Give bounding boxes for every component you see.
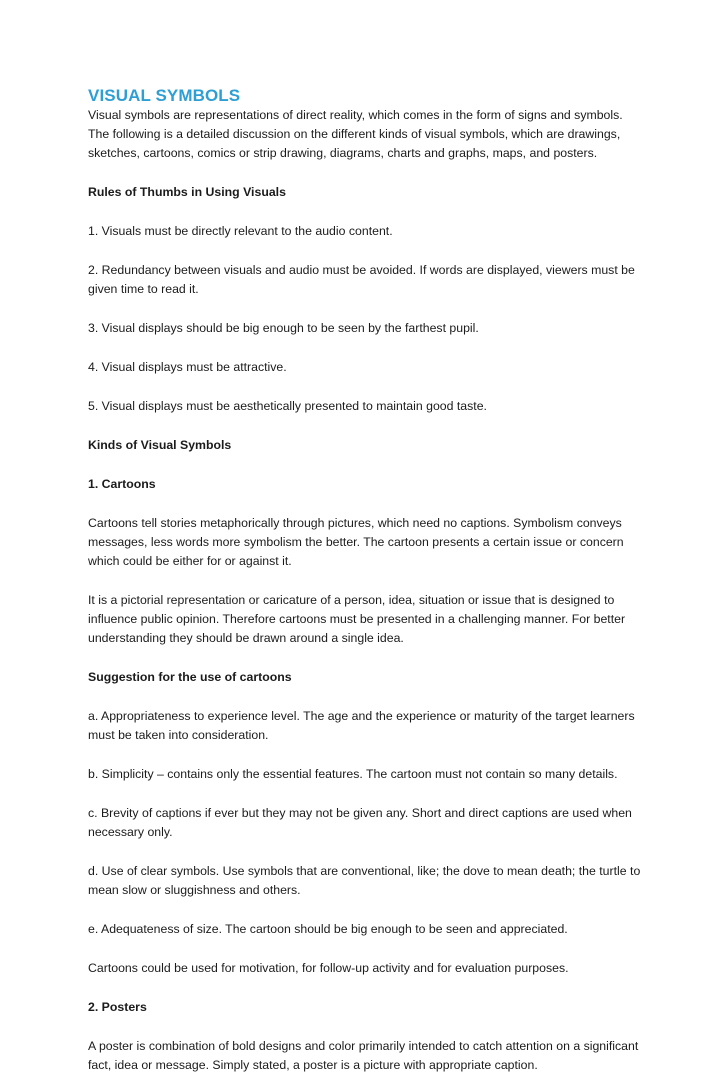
document-page (88, 86, 644, 1075)
posters-paragraph: A poster is combination of bold designs and color primarily intended to catch attention on a significant fact, idea or message. Simply stated, a poster is a picture with appropriate caption. (88, 1039, 639, 1072)
document-title: VISUAL SYMBOLS (88, 86, 241, 105)
rule-item: 5. Visual displays must be aesthetically presented to maintain good taste. (88, 399, 487, 413)
posters-heading: 2. Posters (88, 1000, 147, 1014)
suggestion-item: e. Adequateness of size. The cartoon should be big enough to be seen and appreciated. (88, 922, 568, 936)
cartoons-paragraph: It is a pictorial representation or caricature of a person, idea, situation or issue that is designed to influence public opinion. Therefore cartoons must be presented in a challenging manner. For better understanding they should be drawn around a single idea. (88, 593, 626, 645)
suggestion-item: b. Simplicity – contains only the essential features. The cartoon must not contain so many details. (88, 767, 618, 781)
kinds-heading: Kinds of Visual Symbols (88, 438, 232, 452)
suggestion-item: d. Use of clear symbols. Use symbols that are conventional, like; the dove to mean death; the turtle to mean slow or sluggishness and others. (88, 864, 641, 897)
suggestion-item: a. Appropriateness to experience level. The age and the experience or maturity of the target learners must be taken into consideration. (88, 709, 635, 742)
rule-item: 3. Visual displays should be big enough to be seen by the farthest pupil. (88, 321, 479, 335)
intro-paragraph: Visual symbols are representations of direct reality, which comes in the form of signs and symbols. The following is a detailed discussion on the different kinds of visual symbols, which are drawings, sketches, cartoons, comics or strip drawing, diagrams, charts and graphs, maps, and posters. (88, 108, 623, 160)
suggestion-item: c. Brevity of captions if ever but they may not be given any. Short and direct captions are used when necessary only. (88, 806, 632, 839)
cartoons-usage-paragraph: Cartoons could be used for motivation, for follow-up activity and for evaluation purposes. (88, 961, 569, 975)
rules-heading: Rules of Thumbs in Using Visuals (88, 185, 286, 199)
rule-item: 4. Visual displays must be attractive. (88, 360, 287, 374)
cartoons-paragraph: Cartoons tell stories metaphorically through pictures, which need no captions. Symbolism conveys messages, less words more symbolism the better. The cartoon presents a certain issue or concern which could be either for or against it. (88, 516, 624, 568)
cartoons-heading: 1. Cartoons (88, 477, 156, 491)
rule-item: 2. Redundancy between visuals and audio must be avoided. If words are displayed, viewers must be given time to read it. (88, 263, 635, 296)
suggestion-heading: Suggestion for the use of cartoons (88, 670, 292, 684)
rule-item: 1. Visuals must be directly relevant to the audio content. (88, 224, 393, 238)
